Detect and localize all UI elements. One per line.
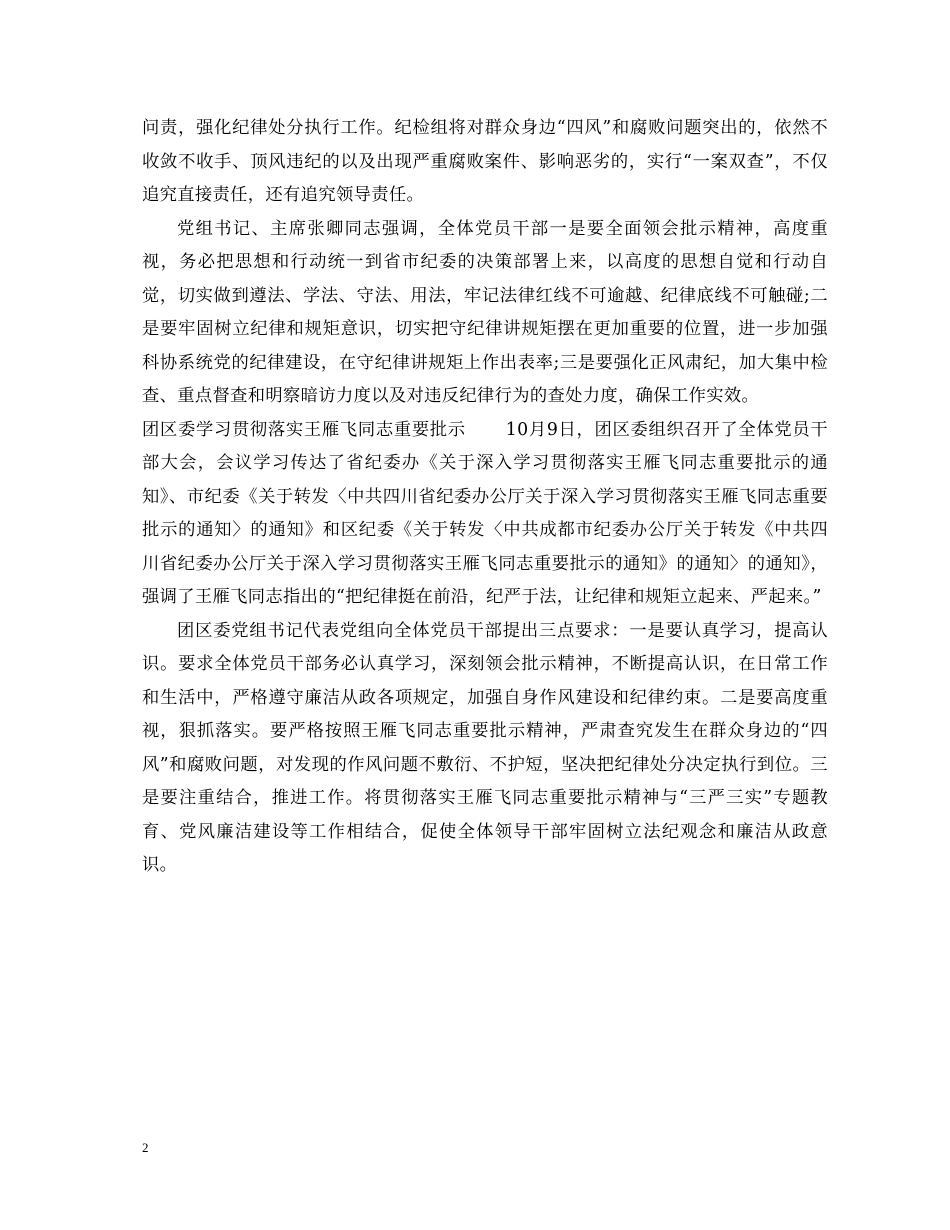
- paragraph-party-secretary-remarks: [142, 213, 828, 414]
- paragraph-text: 党组书记、主席张卿同志强调，全体党员干部一是要全面领会批示精神，高度重视，务必把思想和行动统一到省市纪委的决策部署上来，以高度的思想自觉和行动自觉，切实做到遵法、学法、守法、用法，牢记法律红线不可逾越、纪律底线不可触碰;二是要牢固树立纪律和规矩意识，切实把守纪律讲规矩摆在更加重要的位置，进一步加强科协系统党的纪律建设，在守纪律讲规矩上作出表率;三是要强化正风肃纪，加大集中检查、重点督查和明察暗访力度以及对违反纪律行为的查处力度，确保工作实效。: [142, 218, 828, 406]
- paragraph-text: 问责，强化纪律处分执行工作。纪检组将对群众身边“四风”和腐败问题突出的，依然不收敛不收手、顶风违纪的以及出现严重腐败案件、影响恶劣的，实行“一案双查”，不仅追究直接责任，还有追究领导责任。: [142, 118, 828, 205]
- document-body: [142, 112, 828, 883]
- paragraph-league-committee-report: [142, 414, 828, 615]
- paragraph-three-requirements: [142, 615, 828, 883]
- paragraph-continuation: [142, 112, 828, 213]
- paragraph-text: 10月9日，团区委组织召开了全体党员干部大会，会议学习传达了省纪委办《关于深入学习贯彻落实王雁飞同志重要批示的通知》、市纪委《关于转发〈中共四川省纪委办公厅关于深入学习贯彻落实王雁飞同志重要批示的通知〉的通知》和区纪委《关于转发〈中共成都市纪委办公厅关于转发《中共四川省纪委办公厅关于深入学习贯彻落实王雁飞同志重要批示的通知》的通知〉的通知》，强调了王雁飞同志指出的“把纪律挺在前沿，纪严于法，让纪律和规矩立起来、严起来。”: [142, 419, 828, 607]
- section-heading: 团区委学习贯彻落实王雁飞同志重要批示: [142, 419, 466, 440]
- page-number: 2: [142, 1140, 149, 1155]
- paragraph-text: 团区委党组书记代表党组向全体党员干部提出三点要求：一是要认真学习，提高认识。要求全体党员干部务必认真学习，深刻领会批示精神，不断提高认识，在日常工作和生活中，严格遵守廉洁从政各项规定，加强自身作风建设和纪律约束。二是要高度重视，狠抓落实。要严格按照王雁飞同志重要批示精神，严肃查究发生在群众身边的“四风”和腐败问题，对发现的作风问题不敷衍、不护短，坚决把纪律处分决定执行到位。三是要注重结合，推进工作。将贯彻落实王雁飞同志重要批示精神与“三严三实”专题教育、党风廉洁建设等工作相结合，促使全体领导干部牢固树立法纪观念和廉洁从政意识。: [142, 620, 828, 875]
